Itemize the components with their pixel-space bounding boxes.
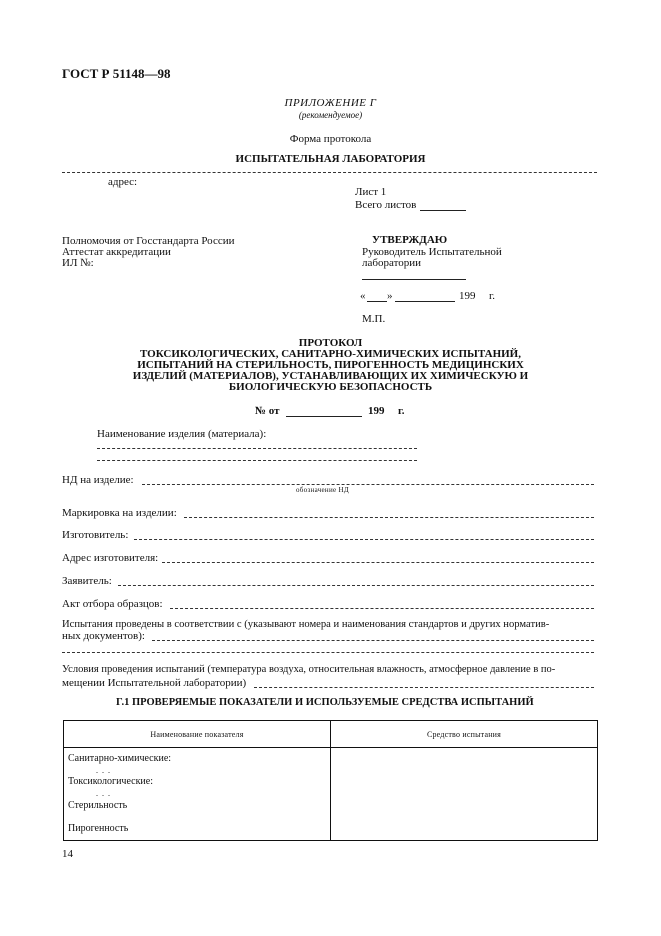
approve-quote-close: » [387,290,393,302]
authority-line1: Полномочия от Госстандарта России [62,235,235,247]
protocol-year: 199 [368,405,385,417]
approve-line1: Руководитель Испытательной [362,246,502,258]
table-row: . . . [96,766,111,775]
approve-signature-line [362,279,466,280]
table-indicator-cell [64,748,331,841]
sampling-act-label: Акт отбора образцов: [62,598,163,610]
table-means-cell [331,748,598,841]
protocol-number-label: № от [255,405,280,417]
applicant-line [118,585,594,586]
tests-basis-line-b [62,652,594,653]
marking-line [184,517,594,518]
indicators-table [63,720,598,841]
table-row: Санитарно-химические: [68,753,172,764]
sheet-label: Лист 1 [355,186,387,198]
applicant-label: Заявитель: [62,575,112,587]
manufacturer-address-label: Адрес изготовителя: [62,552,159,564]
table-header-means: Средство испытания [331,721,598,748]
conditions-line1: Условия проведения испытаний (температура воздуха, относительная влажность, атмосферное давление в по- [62,664,556,675]
lab-title: ИСПЫТАТЕЛЬНАЯ ЛАБОРАТОРИЯ [235,153,426,165]
authority-line2: Аттестат аккредитации [62,246,171,258]
section-title: Г.1 ПРОВЕРЯЕМЫЕ ПОКАЗАТЕЛИ И ИСПОЛЬЗУЕМЫЕ СРЕДСТВА ИСПЫТАНИЙ [116,697,534,708]
table-row: Стерильность [68,800,128,811]
approve-title: УТВЕРЖДАЮ [372,234,448,246]
protocol-line2: ИСПЫТАНИЙ НА СТЕРИЛЬНОСТЬ, ПИРОГЕННОСТЬ МЕДИЦИНСКИХ [137,359,524,371]
manufacturer-address-line [162,562,594,563]
authority-line3: ИЛ №: [62,257,94,269]
approve-month-line [395,301,455,302]
table-row: Токсикологические: [68,776,153,787]
conditions-line2: мещении Испытательной лаборатории) [62,677,247,689]
manufacturer-label: Изготовитель: [62,529,129,541]
appendix-title: ПРИЛОЖЕНИЕ Г [284,97,377,109]
sampling-act-line [170,608,594,609]
approve-year-suffix: г. [489,290,496,302]
approve-stamp: М.П. [362,313,386,325]
protocol-title: ПРОТОКОЛ [298,337,363,349]
approve-day-line [367,301,387,302]
standard-header: ГОСТ Р 51148—98 [62,66,171,81]
tests-basis-line1: Испытания проведены в соответствии с (указывают номера и наименования стандартов и других норматив- [62,619,550,630]
appendix-subtitle: (рекомендуемое) [298,110,363,120]
nd-caption: обозначение НД [296,486,349,494]
approve-line2: лаборатории [362,257,422,269]
lab-name-line [62,172,597,173]
marking-label: Маркировка на изделии: [62,507,177,519]
protocol-line4: БИОЛОГИЧЕСКУЮ БЕЗОПАСНОСТЬ [228,381,433,393]
manufacturer-line [134,539,594,540]
tests-basis-line-a [152,640,594,641]
table-row: . . . [96,789,111,798]
product-name-label: Наименование изделия (материала): [97,428,267,440]
protocol-line1: ТОКСИКОЛОГИЧЕСКИХ, САНИТАРНО-ХИМИЧЕСКИХ ИСПЫТАНИЙ, [139,348,521,360]
nd-line [142,484,594,485]
approve-year: 199 [459,290,476,302]
address-label: адрес: [108,176,138,188]
protocol-line3: ИЗДЕЛИЙ (МАТЕРИАЛОВ), УСТАНАВЛИВАЮЩИХ ИХ ХИМИЧЕСКУЮ И [132,370,529,382]
product-name-line1 [97,448,417,449]
protocol-number-line [286,416,362,417]
conditions-line [254,687,594,688]
table-header-indicator: Наименование показателя [64,721,331,748]
form-label: Форма протокола [289,133,372,145]
total-sheets-label: Всего листов [355,199,417,211]
nd-label: НД на изделие: [62,474,134,486]
page-number: 14 [62,848,73,860]
total-sheets-line [420,210,466,211]
approve-quote-open: « [360,290,366,302]
table-row: Пирогенность [68,823,129,834]
product-name-line2 [97,460,417,461]
tests-basis-line2: ных документов): [62,630,145,642]
protocol-year-suffix: г. [398,405,405,417]
